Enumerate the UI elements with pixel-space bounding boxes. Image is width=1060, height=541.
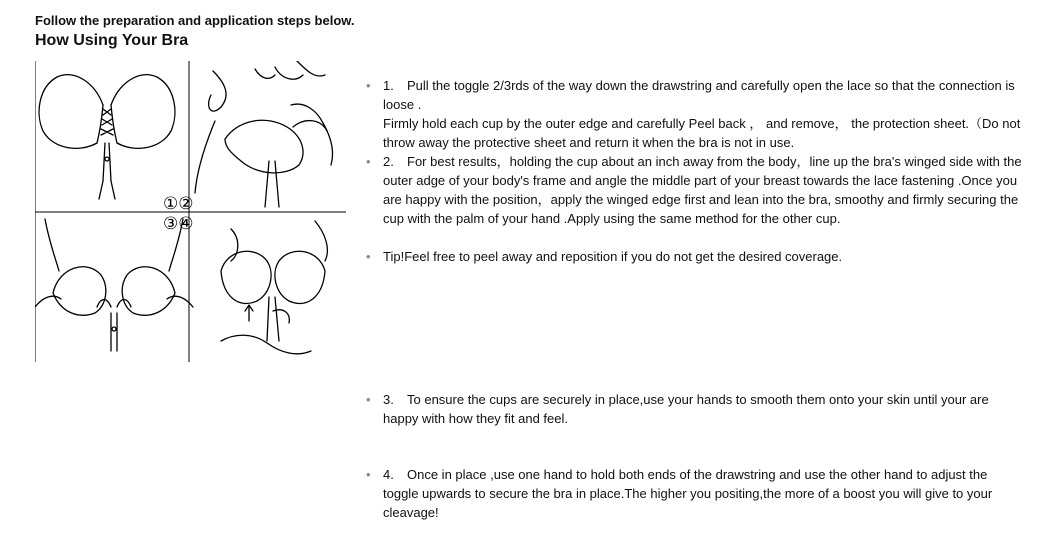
step-text: Pull the toggle 2/3rds of the way down the drawstring and carefully open the lace so that the connection is loose . Firmly hold each cup by the outer edge and carefully Peel back ， and remove， the protection sheet.（Do not throw away the protective sheet and return it when the bra is not in use. <box>383 78 1021 150</box>
panel-2-apply-cup <box>195 61 333 207</box>
step-text: Tip!Feel free to peel away and reposition if you do not get the desired coverage. <box>383 249 843 264</box>
step-1 <box>366 76 1026 152</box>
step-number: 2. <box>383 154 394 169</box>
bullet-icon: • <box>366 392 371 407</box>
step-text: Once in place ,use one hand to hold both ends of the drawstring and use the other hand to adjust the toggle upwards to secure the bra in place.The higher you positing,the more of a boost you will give to your cleavage! <box>383 467 993 520</box>
step-number: 3. <box>383 392 394 407</box>
step-2 <box>366 152 1026 228</box>
step-markers-bottom: ③④ <box>163 214 194 234</box>
step-text: To ensure the cups are securely in place,use your hands to smooth them onto your skin until your are happy with how they fit and feel. <box>383 392 989 426</box>
illustration-svg <box>35 61 346 362</box>
step-4 <box>366 465 1026 522</box>
panel-3-hands-holding <box>35 219 193 351</box>
panel-1-bra-cups <box>39 75 175 199</box>
step-markers-top: ①② <box>163 194 194 214</box>
step-3 <box>366 390 1026 428</box>
instruction-illustration <box>35 61 346 362</box>
step-number: 4. <box>383 467 394 482</box>
bullet-icon: • <box>366 467 371 482</box>
bullet-icon: • <box>366 249 371 264</box>
bullet-icon: • <box>366 78 371 93</box>
step-text: For best results，holding the cup about an inch away from the body，line up the bra's winged side with the outer adge of your body's frame and angle the middle part of your breast towards the lace fastening .Once you are happy with the position，apply the winged edge first and lean into the bra, smoothy and firmly securing the cup with the palm of your hand .Apply using the same method for the other cup. <box>383 154 1022 226</box>
page-title: How Using Your Bra <box>35 32 189 49</box>
bullet-icon: • <box>366 154 371 169</box>
panel-4-adjust-toggle <box>221 221 327 354</box>
step-tip <box>366 247 1026 266</box>
step-number: 1. <box>383 78 394 93</box>
intro-text: Follow the preparation and application steps below. <box>35 13 355 28</box>
